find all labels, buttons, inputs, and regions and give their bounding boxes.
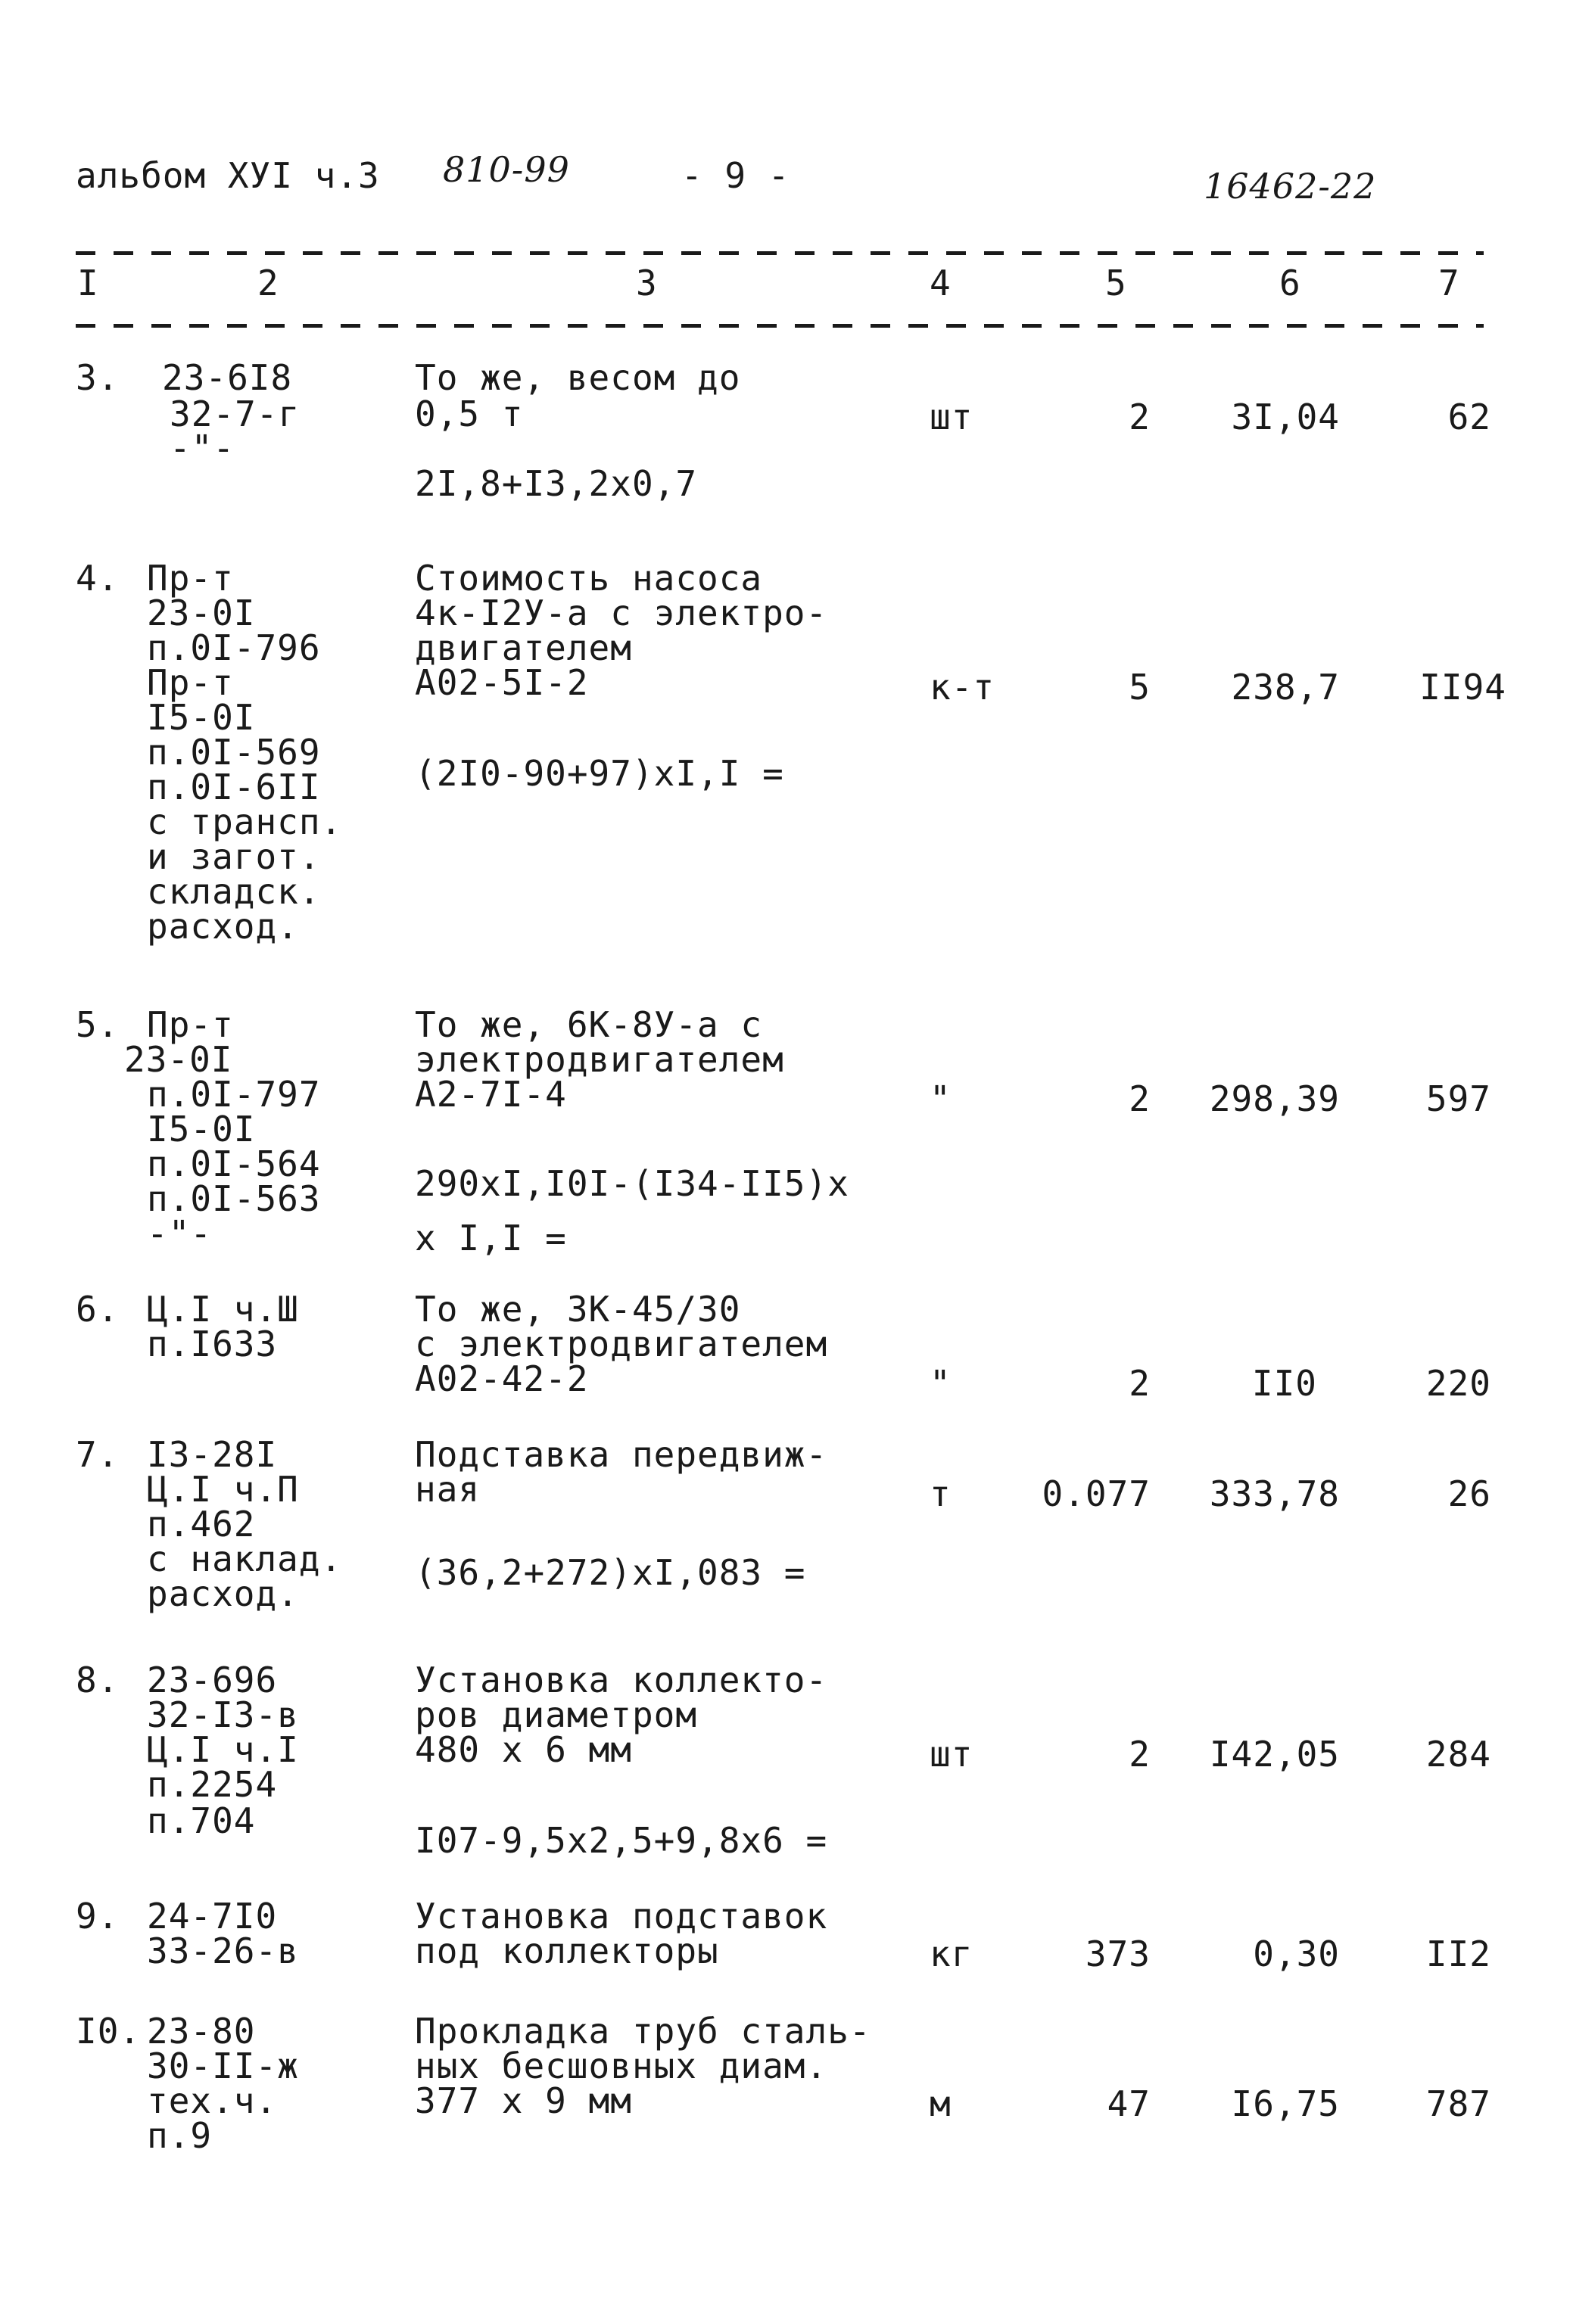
row-total: II94 — [1419, 667, 1506, 708]
row-unit-price: 3I,04 — [1231, 397, 1340, 437]
row-code-line: -"- — [147, 1213, 213, 1254]
row-description-line: 377 х 9 мм — [415, 2080, 632, 2121]
row-code-line: п.704 — [147, 1800, 256, 1841]
row-code-line: п.0I-564 — [147, 1143, 321, 1184]
row-code-line: с трансп. — [147, 801, 343, 842]
row-quantity: 373 — [1085, 1934, 1151, 1974]
column-header-5: 5 — [1105, 263, 1127, 303]
row-unit: м — [930, 2083, 952, 2124]
row-total: 220 — [1425, 1363, 1491, 1404]
row-unit: кг — [930, 1934, 973, 1974]
row-code-line: 32-I3-в — [147, 1694, 299, 1735]
row-number: 4. — [76, 558, 120, 599]
row-number: 5. — [76, 1004, 120, 1045]
row-code-line: 24-7I0 — [147, 1896, 278, 1937]
row-unit-price: I6,75 — [1231, 2083, 1340, 2124]
row-description-line: А2-7I-4 — [415, 1074, 567, 1115]
row-description-line: под коллекторы — [415, 1930, 719, 1971]
row-total: 597 — [1425, 1078, 1491, 1119]
row-code-line: расход. — [147, 1573, 299, 1614]
row-code-line: Пр-т — [147, 662, 234, 703]
row-formula-line: I07-9,5x2,5+9,8x6 = — [415, 1820, 828, 1861]
row-code-line: п.0I-563 — [147, 1178, 321, 1219]
row-code-line: 23-696 — [147, 1660, 278, 1700]
row-description-line: А02-42-2 — [415, 1358, 589, 1399]
row-description-line: Прокладка труб сталь- — [415, 2011, 871, 2052]
row-description-line: Установка коллекто- — [415, 1660, 828, 1700]
row-quantity: 0.077 — [1042, 1473, 1151, 1514]
row-formula-line: 290xI,I0I-(I34-II5)x — [415, 1163, 849, 1204]
row-code-line: 23-0I — [147, 593, 256, 633]
column-header-6: 6 — [1279, 263, 1301, 303]
column-header-1: I — [77, 263, 99, 303]
row-description-line: двигателем — [415, 627, 632, 668]
row-quantity: 2 — [1129, 1734, 1151, 1775]
row-code-line: п.0I-796 — [147, 627, 321, 668]
row-code-line: п.0I-6II — [147, 767, 321, 807]
row-unit: " — [930, 1078, 952, 1119]
header-top-rule — [76, 251, 1484, 255]
row-description-line: 4к-I2У-а с электро- — [415, 593, 828, 633]
row-code-line: 23-0I — [124, 1039, 233, 1080]
row-description-line: Стоимость насоса — [415, 558, 763, 599]
row-unit: шт — [930, 397, 973, 437]
row-description-line: То же, 6К-8У-а с — [415, 1004, 763, 1045]
row-code-line: 32-7-г — [170, 394, 301, 434]
row-formula-line: x I,I = — [415, 1218, 567, 1258]
row-code-line: 30-II-ж — [147, 2046, 299, 2086]
row-formula-line: (2I0-90+97)xI,I = — [415, 753, 784, 794]
row-description-line: То же, весом до — [415, 357, 741, 398]
row-code-line: п.462 — [147, 1504, 256, 1545]
row-code-line: I3-28I — [147, 1434, 278, 1475]
row-number: 9. — [76, 1896, 120, 1937]
row-description-line: с электродвигателем — [415, 1324, 828, 1364]
row-description-line: А02-5I-2 — [415, 662, 589, 703]
row-total: 787 — [1425, 2083, 1491, 2124]
row-code-line: п.9 — [147, 2115, 213, 2156]
page-number: - 9 - — [681, 155, 790, 196]
row-code-line: Ц.I ч.П — [147, 1469, 299, 1510]
row-quantity: 2 — [1129, 1363, 1151, 1404]
row-code-line: и загот. — [147, 836, 321, 877]
row-unit-price: I42,05 — [1209, 1734, 1340, 1775]
row-unit-price: 238,7 — [1231, 667, 1340, 708]
row-code-line: -"- — [170, 428, 235, 468]
column-header-2: 2 — [257, 263, 279, 303]
row-number: 6. — [76, 1289, 120, 1330]
row-quantity: 47 — [1107, 2083, 1151, 2124]
row-number: 3. — [76, 357, 120, 398]
row-description-line: 480 х 6 мм — [415, 1729, 632, 1770]
row-quantity: 2 — [1129, 397, 1151, 437]
row-description-line: Установка подставок — [415, 1896, 828, 1937]
row-formula-line: (36,2+272)xI,083 = — [415, 1552, 806, 1593]
row-formula-line: 2I,8+I3,2x0,7 — [415, 463, 698, 504]
row-number: I0. — [76, 2011, 142, 2052]
row-code-line: п.0I-797 — [147, 1074, 321, 1115]
row-code-line: 33-26-в — [147, 1930, 299, 1971]
row-description-line: 0,5 т — [415, 394, 524, 434]
row-quantity: 2 — [1129, 1078, 1151, 1119]
row-code-line: складск. — [147, 871, 321, 912]
row-code-line: Ц.I ч.Ш — [147, 1289, 299, 1330]
row-quantity: 5 — [1129, 667, 1151, 708]
row-code-line: I5-0I — [147, 697, 256, 738]
row-code-line: I5-0I — [147, 1109, 256, 1150]
column-header-3: 3 — [636, 263, 658, 303]
row-unit: шт — [930, 1734, 973, 1775]
row-code-line: тех.ч. — [147, 2080, 278, 2121]
row-code-line: Ц.I ч.I — [147, 1729, 299, 1770]
row-number: 8. — [76, 1660, 120, 1700]
row-unit: " — [930, 1363, 952, 1404]
row-total: II2 — [1425, 1934, 1491, 1974]
handwritten-drawing-number: 810-99 — [443, 149, 570, 190]
row-total: 62 — [1447, 397, 1491, 437]
row-code-line: п.0I-569 — [147, 732, 321, 773]
row-code-line: п.I633 — [147, 1324, 278, 1364]
row-total: 26 — [1447, 1473, 1491, 1514]
row-number: 7. — [76, 1434, 120, 1475]
row-unit: т — [930, 1473, 952, 1514]
column-header-4: 4 — [930, 263, 952, 303]
row-code-line: п.2254 — [147, 1764, 278, 1805]
row-description-line: электродвигателем — [415, 1039, 784, 1080]
row-unit-price: 333,78 — [1209, 1473, 1340, 1514]
row-unit-price: 298,39 — [1209, 1078, 1340, 1119]
album-reference: альбом ХУI ч.3 — [76, 155, 380, 196]
header-bottom-rule — [76, 324, 1484, 328]
column-header-7: 7 — [1438, 263, 1460, 303]
row-unit-price: II0 — [1251, 1363, 1317, 1404]
row-description-line: Подставка передвиж- — [415, 1434, 828, 1475]
row-code-line: Пр-т — [147, 558, 234, 599]
row-code-line: 23-6I8 — [162, 357, 293, 398]
row-description-line: ров диаметром — [415, 1694, 698, 1735]
row-unit-price: 0,30 — [1253, 1934, 1340, 1974]
row-description-line: То же, 3К-45/30 — [415, 1289, 741, 1330]
row-code-line: Пр-т — [147, 1004, 234, 1045]
row-description-line: ных бесшовных диам. — [415, 2046, 828, 2086]
row-total: 284 — [1425, 1734, 1491, 1775]
row-description-line: ная — [415, 1469, 481, 1510]
row-code-line: с наклад. — [147, 1538, 343, 1579]
handwritten-document-number: 16462-22 — [1204, 166, 1377, 207]
row-code-line: расход. — [147, 906, 299, 947]
row-unit: к-т — [930, 667, 995, 708]
row-code-line: 23-80 — [147, 2011, 256, 2052]
